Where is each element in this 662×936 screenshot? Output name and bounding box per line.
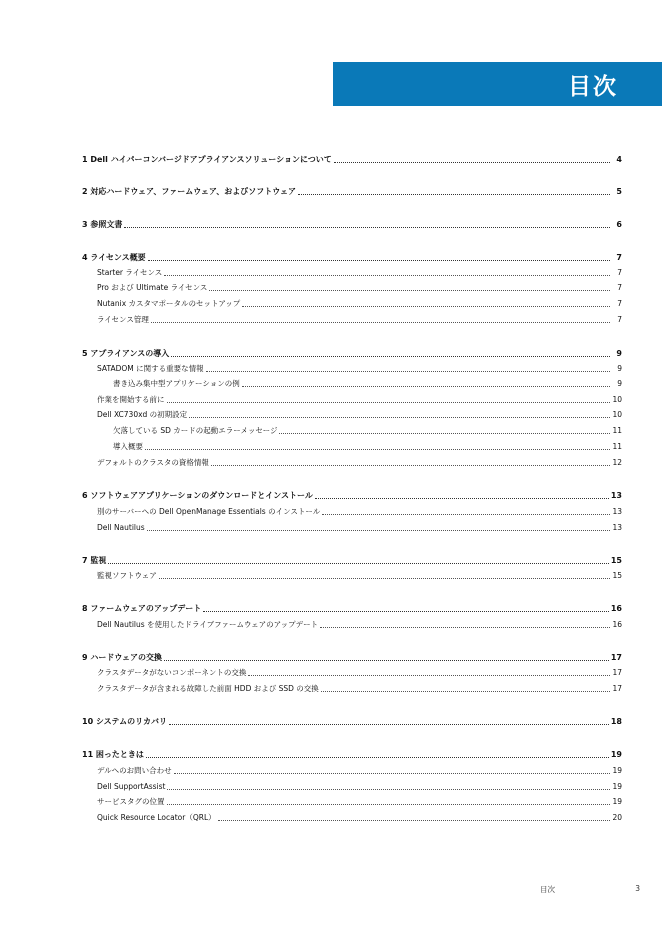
toc-entry-section[interactable] bbox=[97, 297, 622, 309]
footer-page-number: 3 bbox=[635, 884, 640, 893]
toc-entry-section[interactable] bbox=[97, 795, 622, 807]
toc-entry-title: 3 参照文書 bbox=[82, 220, 123, 229]
toc-leader-dots bbox=[147, 529, 610, 531]
toc-entry-title: 2 対応ハードウェア、ファームウェア、およびソフトウェア bbox=[82, 187, 296, 196]
toc-entry-title: クラスタデータがないコンポーネントの交換 bbox=[97, 668, 247, 677]
toc-entry-title: ライセンス管理 bbox=[97, 315, 149, 324]
toc-entry-page: 16 bbox=[610, 604, 622, 613]
toc-entry-page: 18 bbox=[610, 717, 622, 726]
toc-leader-dots bbox=[169, 723, 609, 725]
page-title-banner bbox=[333, 62, 662, 106]
page-title: 目次 bbox=[568, 73, 618, 100]
toc-entry-page: 19 bbox=[612, 766, 622, 775]
toc-entry-page: 19 bbox=[610, 750, 622, 759]
toc-entry-chapter-4[interactable] bbox=[82, 251, 622, 263]
toc-entry-title: 8 ファームウェアのアップデート bbox=[82, 604, 202, 613]
toc-entry-title: 9 ハードウェアの交換 bbox=[82, 653, 163, 662]
toc-entry-chapter-5[interactable] bbox=[82, 347, 622, 359]
toc-leader-dots bbox=[248, 674, 610, 676]
toc-entry-page: 17 bbox=[610, 653, 622, 662]
toc-entry-page: 17 bbox=[612, 684, 622, 693]
toc-entry-chapter-8[interactable] bbox=[82, 602, 622, 614]
toc-entry-section[interactable] bbox=[97, 764, 622, 776]
toc-entry-section[interactable] bbox=[97, 666, 622, 678]
toc-entry-page: 13 bbox=[610, 491, 622, 500]
toc-entry-page: 4 bbox=[616, 155, 622, 164]
toc-leader-dots bbox=[320, 626, 610, 628]
toc-entry-page: 19 bbox=[612, 797, 622, 806]
toc-entry-subsection[interactable] bbox=[113, 440, 622, 452]
toc-entry-title: 導入概要 bbox=[113, 442, 143, 451]
toc-entry-title: 書き込み集中型アプリケーションの例 bbox=[113, 379, 240, 388]
toc-entry-title: Dell XC730xd の初期設定 bbox=[97, 410, 188, 419]
toc-leader-dots bbox=[164, 659, 609, 661]
toc-entry-chapter-9[interactable] bbox=[82, 651, 622, 663]
toc-leader-dots bbox=[206, 370, 610, 372]
toc-entry-title: 5 アプライアンスの導入 bbox=[82, 349, 170, 358]
toc-entry-title: Starter ライセンス bbox=[97, 268, 163, 277]
toc-leader-dots bbox=[242, 385, 610, 387]
toc-entry-section[interactable] bbox=[97, 569, 622, 581]
toc-entry-section[interactable] bbox=[97, 456, 622, 468]
toc-entry-title: 6 ソフトウェアアプリケーションのダウンロードとインストール bbox=[82, 491, 313, 500]
toc-entry-chapter-3[interactable] bbox=[82, 218, 622, 230]
toc-leader-dots bbox=[164, 274, 610, 276]
toc-entry-section[interactable] bbox=[97, 505, 622, 517]
toc-entry-page: 20 bbox=[612, 813, 622, 822]
toc-entry-page: 9 bbox=[617, 379, 622, 388]
toc-entry-title: 欠落している SD カードの起動エラーメッセージ bbox=[113, 426, 278, 435]
toc-entry-page: 13 bbox=[612, 507, 622, 516]
toc-entry-page: 10 bbox=[612, 410, 622, 419]
toc-entry-page: 11 bbox=[612, 426, 622, 435]
toc-entry-title: サービスタグの位置 bbox=[97, 797, 165, 806]
toc-entry-page: 15 bbox=[612, 571, 622, 580]
toc-entry-title: Pro および Ultimate ライセンス bbox=[97, 283, 208, 292]
toc-entry-page: 7 bbox=[616, 253, 622, 262]
toc-entry-title: SATADOM に関する重要な情報 bbox=[97, 364, 204, 373]
toc-entry-page: 17 bbox=[612, 668, 622, 677]
toc-leader-dots bbox=[209, 289, 610, 291]
toc-entry-section[interactable] bbox=[97, 618, 622, 630]
toc-leader-dots bbox=[159, 577, 610, 579]
toc-leader-dots bbox=[167, 803, 611, 805]
toc-entry-chapter-1[interactable] bbox=[82, 153, 622, 165]
toc-entry-page: 9 bbox=[616, 349, 622, 358]
page-footer bbox=[540, 884, 640, 895]
toc-entry-section[interactable] bbox=[97, 362, 622, 374]
toc-entry-title: クラスタデータが含まれる故障した前面 HDD および SSD の交換 bbox=[97, 684, 319, 693]
toc-entry-title: 4 ライセンス概要 bbox=[82, 253, 146, 262]
toc-entry-section[interactable] bbox=[97, 393, 622, 405]
toc-entry-page: 5 bbox=[616, 187, 622, 196]
toc-entry-title: Quick Resource Locator（QRL） bbox=[97, 813, 216, 822]
toc-entry-title: デフォルトのクラスタの資格情報 bbox=[97, 458, 209, 467]
toc-entry-page: 12 bbox=[612, 458, 622, 467]
toc-leader-dots bbox=[218, 819, 610, 821]
toc-entry-subsection[interactable] bbox=[113, 377, 622, 389]
toc-entry-section[interactable] bbox=[97, 313, 622, 325]
toc-entry-title: 別のサーバーへの Dell OpenManage Essentials のインストール bbox=[97, 507, 321, 516]
footer-label: 目次 bbox=[540, 885, 555, 894]
toc-entry-page: 7 bbox=[617, 315, 622, 324]
toc-leader-dots bbox=[174, 772, 610, 774]
toc-entry-page: 11 bbox=[612, 442, 622, 451]
toc-entry-section[interactable] bbox=[97, 811, 622, 823]
toc-leader-dots bbox=[167, 788, 610, 790]
toc-entry-page: 16 bbox=[612, 620, 622, 629]
toc-leader-dots bbox=[298, 193, 610, 195]
toc-entry-title: 1 Dell ハイパーコンバージドアプライアンスソリューションについて bbox=[82, 155, 332, 164]
toc-leader-dots bbox=[315, 497, 609, 499]
toc-entry-chapter-6[interactable] bbox=[82, 489, 622, 501]
toc-entry-page: 15 bbox=[610, 556, 622, 565]
toc-entry-section[interactable] bbox=[97, 281, 622, 293]
toc-leader-dots bbox=[108, 562, 609, 564]
toc-entry-page: 7 bbox=[617, 283, 622, 292]
toc-leader-dots bbox=[171, 355, 610, 357]
toc-entry-title: 7 監視 bbox=[82, 556, 107, 565]
toc-entry-title: Dell Nautilus bbox=[97, 523, 145, 532]
toc-leader-dots bbox=[124, 226, 610, 228]
toc-entry-section[interactable] bbox=[97, 408, 622, 420]
toc-leader-dots bbox=[145, 448, 610, 450]
toc-entry-page: 13 bbox=[612, 523, 622, 532]
toc-leader-dots bbox=[211, 464, 610, 466]
toc-entry-title: 10 システムのリカバリ bbox=[82, 717, 168, 726]
toc-entry-chapter-7[interactable] bbox=[82, 554, 622, 566]
toc-entry-title: 11 困ったときは bbox=[82, 750, 144, 759]
toc-entry-title: デルへのお問い合わせ bbox=[97, 766, 172, 775]
toc-leader-dots bbox=[321, 690, 610, 692]
toc-entry-page: 6 bbox=[616, 220, 622, 229]
toc-entry-section[interactable] bbox=[97, 521, 622, 533]
toc-entry-chapter-10[interactable] bbox=[82, 715, 622, 727]
toc-leader-dots bbox=[148, 259, 610, 261]
toc-entry-page: 9 bbox=[617, 364, 622, 373]
toc-leader-dots bbox=[167, 401, 611, 403]
toc-leader-dots bbox=[334, 161, 610, 163]
toc-entry-page: 19 bbox=[612, 782, 622, 791]
toc-leader-dots bbox=[203, 610, 609, 612]
toc-leader-dots bbox=[242, 305, 610, 307]
toc-entry-title: Dell Nautilus を使用したドライブファームウェアのアップデート bbox=[97, 620, 319, 629]
toc-entry-section[interactable] bbox=[97, 266, 622, 278]
toc-leader-dots bbox=[146, 756, 609, 758]
toc-entry-title: Dell SupportAssist bbox=[97, 782, 166, 791]
toc-entry-page: 10 bbox=[612, 395, 622, 404]
toc-entry-page: 7 bbox=[617, 299, 622, 308]
toc-entry-section[interactable] bbox=[97, 682, 622, 694]
toc-leader-dots bbox=[151, 321, 610, 323]
toc-entry-chapter-11[interactable] bbox=[82, 748, 622, 760]
toc-entry-subsection[interactable] bbox=[113, 424, 622, 436]
toc-leader-dots bbox=[189, 416, 610, 418]
toc-entry-page: 7 bbox=[617, 268, 622, 277]
toc-entry-title: 監視ソフトウェア bbox=[97, 571, 157, 580]
toc-entry-title: 作業を開始する前に bbox=[97, 395, 165, 404]
toc-entry-title: Nutanix カスタマポータルのセットアップ bbox=[97, 299, 241, 308]
toc-entry-section[interactable] bbox=[97, 780, 622, 792]
toc-entry-chapter-2[interactable] bbox=[82, 185, 622, 197]
toc-leader-dots bbox=[279, 432, 610, 434]
toc-leader-dots bbox=[322, 513, 610, 515]
